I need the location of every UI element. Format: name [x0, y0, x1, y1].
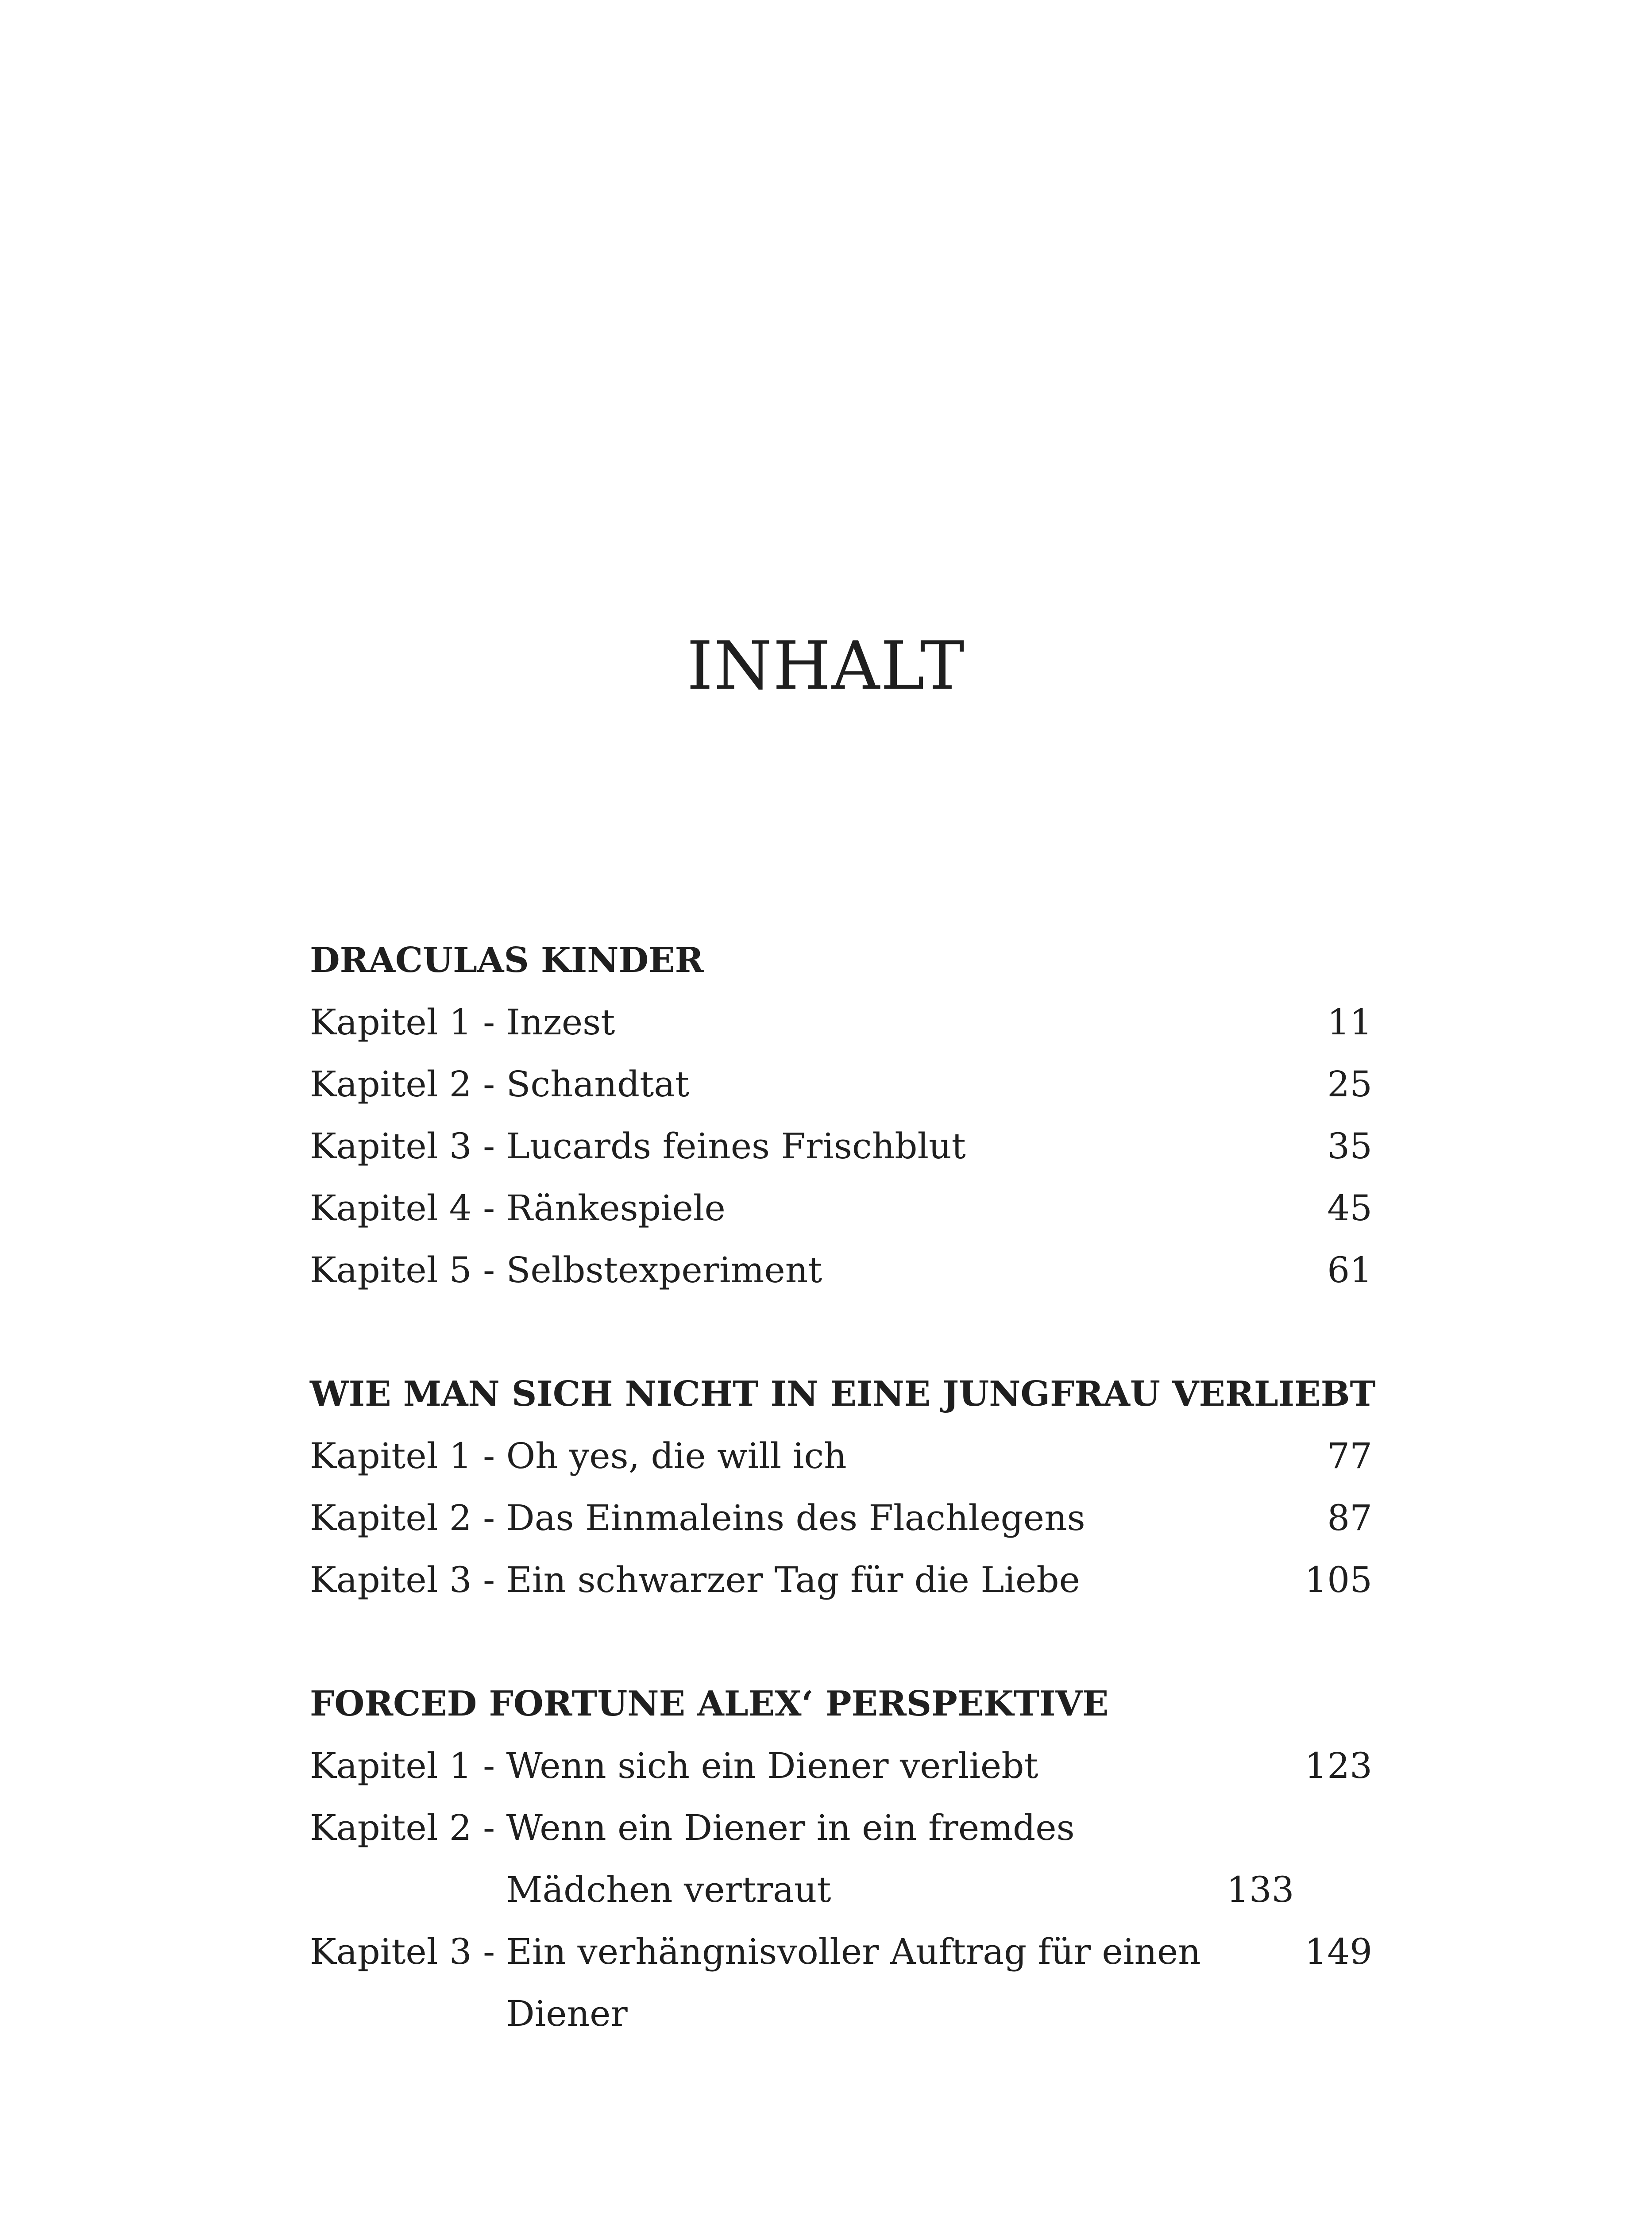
page-number: 61 [1327, 1249, 1372, 1291]
page-number: 105 [1305, 1559, 1372, 1600]
page-title: INHALT [687, 628, 965, 705]
page-number: 25 [1327, 1064, 1372, 1105]
chapter-number: Kapitel 4 - [310, 1187, 506, 1229]
chapter-number: Kapitel 1 - [310, 1435, 506, 1477]
chapter-title: Schandtat [506, 1064, 690, 1105]
toc-entry [310, 1115, 1372, 1177]
chapter-title: Wenn ein Diener in ein fremdes Mädchen vertraut [506, 1807, 1075, 1910]
section-heading: DRACULAS KINDER [310, 940, 704, 980]
table-of-contents [310, 929, 1376, 2107]
toc-entry [310, 1053, 1372, 1115]
chapter-number: Kapitel 3 - [310, 1559, 506, 1600]
chapter-title: Lucards feines Frischblut [506, 1126, 966, 1167]
chapter-title: Oh yes, die will ich [506, 1435, 847, 1477]
chapter-number: Kapitel 2 - [310, 1807, 506, 1848]
chapter-number: Kapitel 1 - [310, 1002, 506, 1043]
chapter-title: Ränkespiele [506, 1187, 726, 1229]
chapter-title: Das Einmaleins des Flachlegens [506, 1497, 1085, 1538]
toc-entry [310, 1921, 1372, 2045]
toc-entry [310, 1549, 1372, 1611]
toc-entry [310, 1797, 1372, 1921]
toc-section [310, 1363, 1376, 1611]
chapter-title: Ein verhängnisvoller Auftrag für einen Diener [506, 1931, 1201, 2034]
toc-entry [310, 1425, 1372, 1487]
section-heading: FORCED FORTUNE ALEX‘ PERSPEKTIVE [310, 1684, 1109, 1724]
page-number: 133 [1226, 1869, 1294, 1910]
chapter-number: Kapitel 2 - [310, 1497, 506, 1538]
page-number: 77 [1327, 1435, 1372, 1477]
chapter-number: Kapitel 3 - [310, 1931, 506, 1972]
toc-entry [310, 1177, 1372, 1239]
page-number: 45 [1327, 1187, 1372, 1229]
chapter-title: Wenn sich ein Diener verliebt [506, 1745, 1038, 1786]
chapter-title: Ein schwarzer Tag für die Liebe [506, 1559, 1080, 1600]
chapter-number: Kapitel 1 - [310, 1745, 506, 1786]
chapter-title: Selbstexperiment [506, 1249, 822, 1291]
page-number: 11 [1327, 1002, 1372, 1043]
chapter-number: Kapitel 5 - [310, 1249, 506, 1291]
page-number: 149 [1305, 1931, 1372, 1972]
page-number: 87 [1327, 1497, 1372, 1538]
chapter-title: Inzest [506, 1002, 615, 1043]
toc-entry [310, 1735, 1372, 1797]
section-heading: WIE MAN SICH NICHT IN EINE JUNGFRAU VERLIEBT [310, 1374, 1376, 1414]
toc-entry [310, 1487, 1372, 1549]
page-number: 123 [1305, 1745, 1372, 1786]
toc-entry [310, 1239, 1372, 1301]
chapter-number: Kapitel 3 - [310, 1126, 506, 1167]
page-number: 35 [1327, 1126, 1372, 1167]
toc-section [310, 1673, 1372, 2045]
toc-entry [310, 991, 1372, 1053]
toc-section [310, 929, 1372, 1301]
chapter-number: Kapitel 2 - [310, 1064, 506, 1105]
